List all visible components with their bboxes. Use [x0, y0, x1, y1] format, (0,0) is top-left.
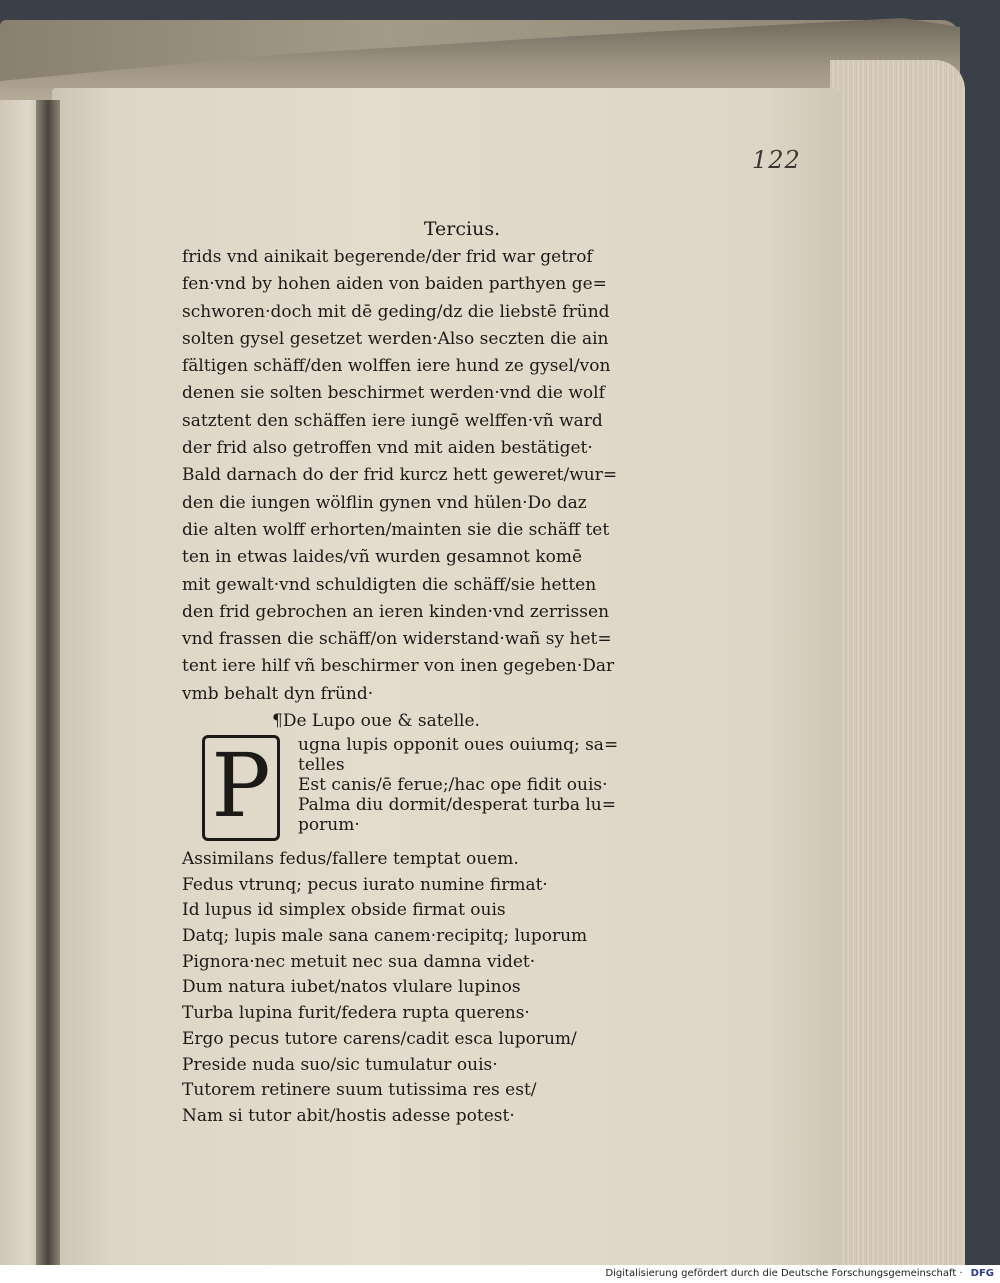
- verse-line: Nam si tutor abit/hostis adesse potest·: [182, 1105, 515, 1126]
- page-edges: [830, 60, 965, 1265]
- text-line: porum·: [298, 815, 360, 836]
- footer-bar: [0, 1265, 1000, 1283]
- text-line: denen sie solten beschirmet werden·vnd die wolf: [182, 383, 605, 404]
- text-line: den die iungen wölflin gynen vnd hülen·Do daz: [182, 492, 587, 513]
- decorated-initial: P: [202, 735, 280, 841]
- text-line: Palma diu dormit/desperat turba lu=: [298, 795, 617, 816]
- dfg-logo: DFG: [969, 1265, 1000, 1283]
- page-text: [182, 218, 682, 1130]
- text-line: fen·vnd by hohen aiden von baiden parthyen ge=: [182, 274, 607, 295]
- verse-block: [182, 847, 682, 1130]
- text-line: tent iere hilf vñ beschirmer von inen gegeben·Dar: [182, 656, 615, 677]
- text-line: Est canis/ē ferue;/hac ope fidit ouis·: [298, 775, 608, 796]
- verse-line: Fedus vtrunq; pecus iurato numine firmat·: [182, 874, 548, 895]
- initial-block: [182, 734, 682, 838]
- verse-line: Ergo pecus tutore carens/cadit esca luporum/: [182, 1028, 577, 1049]
- text-line: satztent den schäffen iere iungē welffen·vñ ward: [182, 410, 603, 431]
- book-gutter: [36, 100, 60, 1265]
- text-line: frids vnd ainikait begerende/der frid war getrof: [182, 247, 593, 267]
- verse-line: Preside nuda suo/sic tumulatur ouis·: [182, 1054, 498, 1075]
- text-line: Bald darnach do der frid kurcz hett geweret/wur=: [182, 465, 618, 486]
- text-line: schworen·doch mit dē geding/dz die liebstē fründ: [182, 301, 610, 322]
- text-line: vnd frassen die schäff/on widerstand·wañ sy het=: [182, 629, 612, 650]
- verse-line: Datq; lupis male sana canem·recipitq; luporum: [182, 926, 588, 947]
- text-line: ugna lupis opponit oues ouiumq; sa=: [298, 735, 619, 756]
- verse-line: Assimilans fedus/fallere temptat ouem.: [182, 849, 519, 870]
- text-line: fältigen schäff/den wolffen iere hund ze gysel/von: [182, 356, 611, 377]
- text-line: der frid also getroffen vnd mit aiden bestätiget·: [182, 438, 593, 459]
- text-line: vmb behalt dyn fründ·: [182, 683, 374, 704]
- folio-number: 122: [752, 146, 801, 174]
- prose-block: [182, 244, 682, 708]
- running-head: Tercius.: [423, 218, 501, 240]
- funding-credit: Digitalisierung gefördert durch die Deutsche Forschungsgemeinschaft ·: [605, 1268, 963, 1279]
- verse-line: Turba lupina furit/federa rupta querens·: [182, 1003, 530, 1024]
- rubric-heading: ¶De Lupo oue & satelle.: [272, 711, 480, 732]
- text-line: den frid gebrochen an ieren kinden·vnd zerrissen: [182, 601, 610, 622]
- text-line: telles: [298, 755, 345, 776]
- text-line: die alten wolff erhorten/mainten sie die schäff tet: [182, 519, 610, 540]
- text-line: ten in etwas laides/vñ wurden gesamnot komē: [182, 547, 583, 568]
- text-line: solten gysel gesetzet werden·Also seczten die ain: [182, 328, 609, 349]
- verse-line: Dum natura iubet/natos vlulare lupinos: [182, 977, 521, 998]
- verse-line: Tutorem retinere suum tutissima res est/: [182, 1080, 537, 1101]
- text-line: mit gewalt·vnd schuldigten die schäff/sie hetten: [182, 574, 597, 595]
- verse-line: Id lupus id simplex obside firmat ouis: [182, 900, 506, 921]
- verse-line: Pignora·nec metuit nec sua damna videt·: [182, 951, 536, 972]
